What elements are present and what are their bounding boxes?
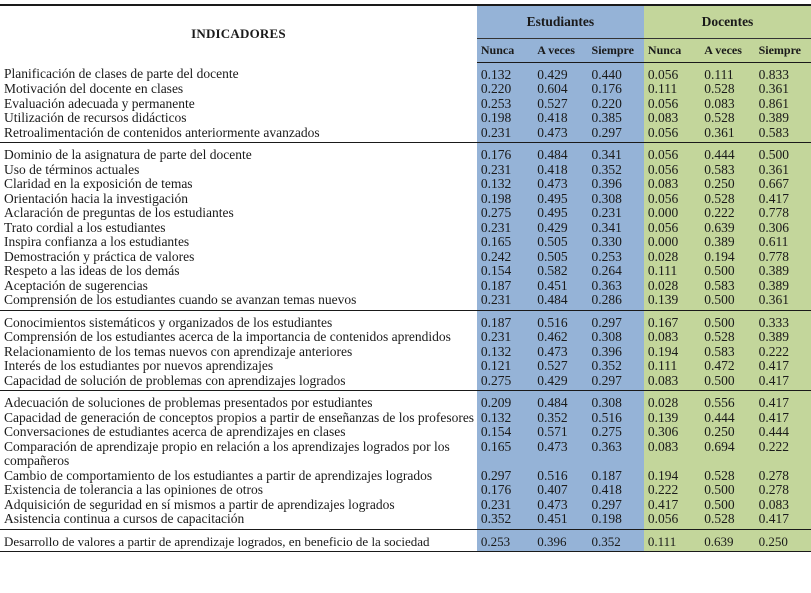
value-estudiantes-siempre: 0.363: [588, 440, 644, 469]
indicator-label: Aclaración de preguntas de los estudiantes: [4, 205, 234, 220]
value-estudiantes-a-veces: 0.418: [533, 111, 587, 126]
value-docentes-nunca: 0.028: [644, 391, 700, 411]
value-estudiantes-nunca: 0.198: [477, 192, 533, 207]
value-estudiantes-nunca: 0.132: [477, 345, 533, 360]
indicator-label: Cambio de comportamiento de los estudiantes a partir de aprendizajes logrados: [4, 467, 433, 483]
indicator-label: Evaluación adecuada y permanente: [4, 95, 195, 111]
value-docentes-nunca: 0.083: [644, 177, 700, 192]
value-docentes-siempre: 0.417: [755, 359, 811, 374]
value-docentes-siempre: 0.778: [755, 250, 811, 265]
value-estudiantes-nunca: 0.187: [477, 310, 533, 330]
value-docentes-a-veces: 0.639: [700, 529, 754, 552]
value-docentes-siempre: 0.583: [755, 126, 811, 143]
table-row: [0, 97, 811, 112]
value-docentes-siempre: 0.361: [755, 293, 811, 310]
value-estudiantes-a-veces: 0.429: [533, 221, 587, 236]
table-row: [0, 279, 811, 294]
indicator-label: Relacionamiento de los temas nuevos con aprendizaje anteriores: [4, 343, 353, 359]
value-estudiantes-nunca: 0.231: [477, 498, 533, 513]
value-estudiantes-siempre: 0.352: [588, 163, 644, 178]
indicator-label: Utilización de recursos didácticos: [4, 110, 187, 125]
value-docentes-a-veces: 0.444: [700, 411, 754, 426]
value-estudiantes-nunca: 0.275: [477, 374, 533, 391]
value-estudiantes-a-veces: 0.484: [533, 293, 587, 310]
value-estudiantes-nunca: 0.231: [477, 126, 533, 143]
value-estudiantes-nunca: 0.176: [477, 483, 533, 498]
indicator-label: Capacidad de solución de problemas con aprendizajes logrados: [0, 374, 477, 391]
value-estudiantes-a-veces: 0.604: [533, 82, 587, 97]
subheader-estudiantes-a-veces: A veces: [533, 39, 587, 62]
value-docentes-siempre: 0.389: [755, 279, 811, 294]
table-row: [0, 264, 811, 279]
value-docentes-a-veces: 0.222: [700, 206, 754, 221]
value-estudiantes-nunca: 0.132: [477, 177, 533, 192]
value-docentes-siempre: 0.667: [755, 177, 811, 192]
value-docentes-a-veces: 0.111: [700, 62, 754, 82]
table-row: [0, 192, 811, 207]
indicator-label: Uso de términos actuales: [4, 161, 140, 177]
value-docentes-nunca: 0.028: [644, 279, 700, 294]
value-estudiantes-siempre: 0.297: [588, 126, 644, 143]
value-docentes-a-veces: 0.361: [700, 126, 754, 143]
table-row: [0, 206, 811, 221]
value-docentes-a-veces: 0.250: [700, 177, 754, 192]
value-docentes-a-veces: 0.500: [700, 483, 754, 498]
value-estudiantes-nunca: 0.253: [477, 529, 533, 552]
value-estudiantes-siempre: 0.385: [588, 111, 644, 126]
value-docentes-nunca: 0.028: [644, 250, 700, 265]
value-estudiantes-nunca: 0.154: [477, 264, 533, 279]
value-docentes-a-veces: 0.083: [700, 97, 754, 112]
value-docentes-nunca: 0.083: [644, 111, 700, 126]
value-docentes-a-veces: 0.500: [700, 374, 754, 391]
value-estudiantes-a-veces: 0.473: [533, 345, 587, 360]
value-docentes-a-veces: 0.583: [700, 279, 754, 294]
value-estudiantes-nunca: 0.154: [477, 425, 533, 440]
value-estudiantes-siempre: 0.308: [588, 391, 644, 411]
value-docentes-siempre: 0.278: [755, 483, 811, 498]
value-estudiantes-siempre: 0.198: [588, 512, 644, 529]
value-estudiantes-a-veces: 0.473: [533, 126, 587, 143]
value-docentes-siempre: 0.417: [755, 374, 811, 391]
indicator-label: Desarrollo de valores a partir de aprendizaje logrados, en beneficio de la sociedad: [0, 529, 477, 552]
value-estudiantes-a-veces: 0.473: [533, 177, 587, 192]
value-estudiantes-siempre: 0.297: [588, 310, 644, 330]
value-estudiantes-siempre: 0.297: [588, 374, 644, 391]
value-docentes-siempre: 0.083: [755, 498, 811, 513]
value-estudiantes-nunca: 0.242: [477, 250, 533, 265]
table-row: [0, 293, 811, 310]
indicator-label: Capacidad de generación de conceptos propios a partir de enseñanzas de los profesores: [4, 409, 475, 425]
subheader-docentes-a-veces: A veces: [700, 39, 754, 62]
value-estudiantes-nunca: 0.165: [477, 440, 533, 469]
value-docentes-a-veces: 0.528: [700, 469, 754, 484]
value-estudiantes-nunca: 0.231: [477, 163, 533, 178]
value-docentes-a-veces: 0.583: [700, 163, 754, 178]
value-estudiantes-nunca: 0.209: [477, 391, 533, 411]
value-docentes-a-veces: 0.194: [700, 250, 754, 265]
value-docentes-a-veces: 0.500: [700, 498, 754, 513]
value-estudiantes-nunca: 0.253: [477, 97, 533, 112]
value-docentes-a-veces: 0.528: [700, 111, 754, 126]
value-estudiantes-siempre: 0.220: [588, 97, 644, 112]
value-docentes-nunca: 0.000: [644, 235, 700, 250]
value-docentes-siempre: 0.417: [755, 391, 811, 411]
value-docentes-nunca: 0.056: [644, 163, 700, 178]
value-estudiantes-siempre: 0.308: [588, 330, 644, 345]
value-estudiantes-nunca: 0.231: [477, 293, 533, 310]
value-docentes-siempre: 0.278: [755, 469, 811, 484]
value-docentes-nunca: 0.111: [644, 82, 700, 97]
value-docentes-nunca: 0.056: [644, 221, 700, 236]
value-docentes-nunca: 0.167: [644, 310, 700, 330]
table-row: [0, 235, 811, 250]
subheader-docentes-siempre: Siempre: [755, 39, 811, 62]
value-docentes-siempre: 0.833: [755, 62, 811, 82]
value-docentes-a-veces: 0.528: [700, 82, 754, 97]
value-docentes-a-veces: 0.444: [700, 143, 754, 163]
value-docentes-siempre: 0.333: [755, 310, 811, 330]
indicator-label: Retroalimentación de contenidos anteriormente avanzados: [0, 126, 477, 143]
value-estudiantes-a-veces: 0.484: [533, 391, 587, 411]
table-row: [0, 62, 811, 82]
value-estudiantes-siempre: 0.264: [588, 264, 644, 279]
indicator-label: Comprensión de los estudiantes acerca de la importancia de contenidos aprendidos: [4, 329, 451, 344]
table-row: [0, 111, 811, 126]
value-estudiantes-siempre: 0.352: [588, 529, 644, 552]
indicator-label: Conversaciones de estudiantes acerca de aprendizajes en clases: [4, 424, 346, 439]
table-row: [0, 221, 811, 236]
value-docentes-nunca: 0.000: [644, 206, 700, 221]
value-estudiantes-siempre: 0.396: [588, 177, 644, 192]
indicator-label: Orientación hacia la investigación: [4, 190, 189, 206]
subheader-estudiantes-siempre: Siempre: [588, 39, 644, 62]
value-docentes-nunca: 0.417: [644, 498, 700, 513]
value-estudiantes-nunca: 0.231: [477, 221, 533, 236]
indicator-label: Dominio de la asignatura de parte del docente: [4, 147, 252, 162]
value-docentes-siempre: 0.222: [755, 440, 811, 469]
value-docentes-a-veces: 0.500: [700, 264, 754, 279]
value-docentes-siempre: 0.417: [755, 512, 811, 529]
value-estudiantes-a-veces: 0.462: [533, 330, 587, 345]
table-row: [0, 310, 811, 330]
indicator-label: Claridad en la exposición de temas: [4, 176, 193, 191]
value-docentes-siempre: 0.361: [755, 82, 811, 97]
table-row: [0, 425, 811, 440]
value-docentes-a-veces: 0.528: [700, 512, 754, 529]
value-estudiantes-nunca: 0.132: [477, 62, 533, 82]
value-estudiantes-siempre: 0.341: [588, 143, 644, 163]
value-estudiantes-a-veces: 0.495: [533, 206, 587, 221]
value-estudiantes-nunca: 0.121: [477, 359, 533, 374]
value-docentes-siempre: 0.500: [755, 143, 811, 163]
value-estudiantes-nunca: 0.297: [477, 469, 533, 484]
value-docentes-a-veces: 0.472: [700, 359, 754, 374]
value-docentes-siempre: 0.611: [755, 235, 811, 250]
table-row: [0, 126, 811, 143]
value-docentes-nunca: 0.111: [644, 359, 700, 374]
value-docentes-nunca: 0.056: [644, 512, 700, 529]
value-docentes-siempre: 0.361: [755, 163, 811, 178]
value-estudiantes-a-veces: 0.429: [533, 62, 587, 82]
value-estudiantes-a-veces: 0.516: [533, 469, 587, 484]
value-docentes-a-veces: 0.639: [700, 221, 754, 236]
value-docentes-siempre: 0.222: [755, 345, 811, 360]
table-row: [0, 374, 811, 391]
indicator-label: Motivación del docente en clases: [4, 81, 184, 96]
value-docentes-siempre: 0.250: [755, 529, 811, 552]
value-estudiantes-siempre: 0.516: [588, 411, 644, 426]
value-docentes-a-veces: 0.250: [700, 425, 754, 440]
value-estudiantes-siempre: 0.231: [588, 206, 644, 221]
value-docentes-nunca: 0.194: [644, 345, 700, 360]
value-estudiantes-a-veces: 0.451: [533, 279, 587, 294]
indicator-label: Demostración y práctica de valores: [4, 248, 195, 264]
value-docentes-nunca: 0.306: [644, 425, 700, 440]
table-body: [0, 62, 811, 552]
value-docentes-siempre: 0.389: [755, 330, 811, 345]
indicator-label: Inspira confianza a los estudiantes: [4, 234, 190, 249]
indicator-label: Aceptación de sugerencias: [4, 277, 148, 293]
value-docentes-nunca: 0.056: [644, 143, 700, 163]
value-estudiantes-nunca: 0.231: [477, 330, 533, 345]
value-docentes-siempre: 0.444: [755, 425, 811, 440]
value-estudiantes-siempre: 0.418: [588, 483, 644, 498]
indicator-label: Comparación de aprendizaje propio en relación a los aprendizajes logrados por los compañeros: [4, 438, 450, 468]
value-estudiantes-nunca: 0.275: [477, 206, 533, 221]
subheader-estudiantes-nunca: Nunca: [477, 39, 533, 62]
table-row: [0, 143, 811, 163]
value-docentes-nunca: 0.111: [644, 529, 700, 552]
table-row: [0, 250, 811, 265]
value-docentes-nunca: 0.194: [644, 469, 700, 484]
table-row: [0, 440, 811, 469]
value-estudiantes-siempre: 0.253: [588, 250, 644, 265]
value-estudiantes-nunca: 0.352: [477, 512, 533, 529]
indicator-label: Interés de los estudiantes por nuevos aprendizajes: [4, 358, 274, 373]
value-estudiantes-a-veces: 0.495: [533, 192, 587, 207]
value-estudiantes-a-veces: 0.516: [533, 310, 587, 330]
value-docentes-a-veces: 0.694: [700, 440, 754, 469]
value-estudiantes-a-veces: 0.582: [533, 264, 587, 279]
table-row: [0, 177, 811, 192]
value-docentes-nunca: 0.056: [644, 126, 700, 143]
value-estudiantes-a-veces: 0.473: [533, 498, 587, 513]
value-estudiantes-siempre: 0.286: [588, 293, 644, 310]
group-header-docentes: Docentes: [644, 5, 811, 39]
value-estudiantes-nunca: 0.220: [477, 82, 533, 97]
value-docentes-siempre: 0.778: [755, 206, 811, 221]
value-estudiantes-siempre: 0.275: [588, 425, 644, 440]
value-estudiantes-a-veces: 0.571: [533, 425, 587, 440]
table-row: [0, 359, 811, 374]
value-docentes-nunca: 0.056: [644, 192, 700, 207]
value-estudiantes-siempre: 0.187: [588, 469, 644, 484]
value-estudiantes-nunca: 0.165: [477, 235, 533, 250]
value-estudiantes-a-veces: 0.429: [533, 374, 587, 391]
value-estudiantes-a-veces: 0.451: [533, 512, 587, 529]
value-estudiantes-nunca: 0.198: [477, 111, 533, 126]
table-row: [0, 498, 811, 513]
indicators-table: [0, 4, 811, 552]
value-estudiantes-siempre: 0.330: [588, 235, 644, 250]
value-docentes-siempre: 0.389: [755, 111, 811, 126]
value-docentes-nunca: 0.111: [644, 264, 700, 279]
value-docentes-siempre: 0.306: [755, 221, 811, 236]
indicator-label: Respeto a las ideas de los demás: [4, 263, 180, 278]
table-row: [0, 512, 811, 529]
value-estudiantes-a-veces: 0.352: [533, 411, 587, 426]
table-row: [0, 163, 811, 178]
value-docentes-nunca: 0.056: [644, 62, 700, 82]
value-estudiantes-nunca: 0.176: [477, 143, 533, 163]
value-docentes-siempre: 0.417: [755, 192, 811, 207]
value-docentes-a-veces: 0.389: [700, 235, 754, 250]
table-row: [0, 411, 811, 426]
value-docentes-nunca: 0.139: [644, 411, 700, 426]
value-docentes-a-veces: 0.500: [700, 310, 754, 330]
indicator-label: Existencia de tolerancia a las opiniones de otros: [4, 482, 264, 497]
value-estudiantes-a-veces: 0.473: [533, 440, 587, 469]
value-docentes-a-veces: 0.556: [700, 391, 754, 411]
table-row: [0, 82, 811, 97]
value-docentes-nunca: 0.056: [644, 97, 700, 112]
value-estudiantes-a-veces: 0.527: [533, 97, 587, 112]
value-estudiantes-a-veces: 0.527: [533, 359, 587, 374]
table-row: [0, 529, 811, 552]
value-estudiantes-a-veces: 0.418: [533, 163, 587, 178]
value-docentes-nunca: 0.083: [644, 330, 700, 345]
indicator-label: Adquisición de seguridad en sí mismos a partir de aprendizajes logrados: [4, 496, 395, 512]
indicator-label: Comprensión de los estudiantes cuando se avanzan temas nuevos: [0, 293, 477, 310]
value-docentes-nunca: 0.139: [644, 293, 700, 310]
table-row: [0, 345, 811, 360]
group-header-estudiantes: Estudiantes: [477, 5, 644, 39]
value-estudiantes-siempre: 0.308: [588, 192, 644, 207]
value-docentes-siempre: 0.861: [755, 97, 811, 112]
table-row: [0, 483, 811, 498]
value-estudiantes-siempre: 0.176: [588, 82, 644, 97]
value-estudiantes-nunca: 0.187: [477, 279, 533, 294]
table-row: [0, 391, 811, 411]
value-docentes-a-veces: 0.528: [700, 192, 754, 207]
indicator-label: Conocimientos sistemáticos y organizados de los estudiantes: [4, 314, 333, 330]
indicator-label: Asistencia continua a cursos de capacitación: [0, 512, 477, 529]
subheader-docentes-nunca: Nunca: [644, 39, 700, 62]
value-estudiantes-siempre: 0.363: [588, 279, 644, 294]
value-estudiantes-nunca: 0.132: [477, 411, 533, 426]
value-estudiantes-a-veces: 0.484: [533, 143, 587, 163]
value-docentes-a-veces: 0.583: [700, 345, 754, 360]
value-estudiantes-siempre: 0.297: [588, 498, 644, 513]
value-estudiantes-a-veces: 0.505: [533, 250, 587, 265]
indicator-label: Trato cordial a los estudiantes: [4, 219, 166, 235]
table-row: [0, 469, 811, 484]
value-docentes-nunca: 0.083: [644, 440, 700, 469]
value-estudiantes-siempre: 0.396: [588, 345, 644, 360]
value-estudiantes-siempre: 0.440: [588, 62, 644, 82]
value-estudiantes-a-veces: 0.407: [533, 483, 587, 498]
value-estudiantes-a-veces: 0.505: [533, 235, 587, 250]
value-docentes-a-veces: 0.528: [700, 330, 754, 345]
value-docentes-a-veces: 0.500: [700, 293, 754, 310]
indicators-header: INDICADORES: [0, 5, 477, 62]
table-row: [0, 330, 811, 345]
value-estudiantes-siempre: 0.352: [588, 359, 644, 374]
value-estudiantes-a-veces: 0.396: [533, 529, 587, 552]
value-docentes-siempre: 0.389: [755, 264, 811, 279]
indicator-label: Adecuación de soluciones de problemas presentados por estudiantes: [4, 395, 373, 410]
value-docentes-siempre: 0.417: [755, 411, 811, 426]
value-docentes-nunca: 0.222: [644, 483, 700, 498]
value-docentes-nunca: 0.083: [644, 374, 700, 391]
indicator-label: Planificación de clases de parte del docente: [4, 66, 239, 81]
value-estudiantes-siempre: 0.341: [588, 221, 644, 236]
